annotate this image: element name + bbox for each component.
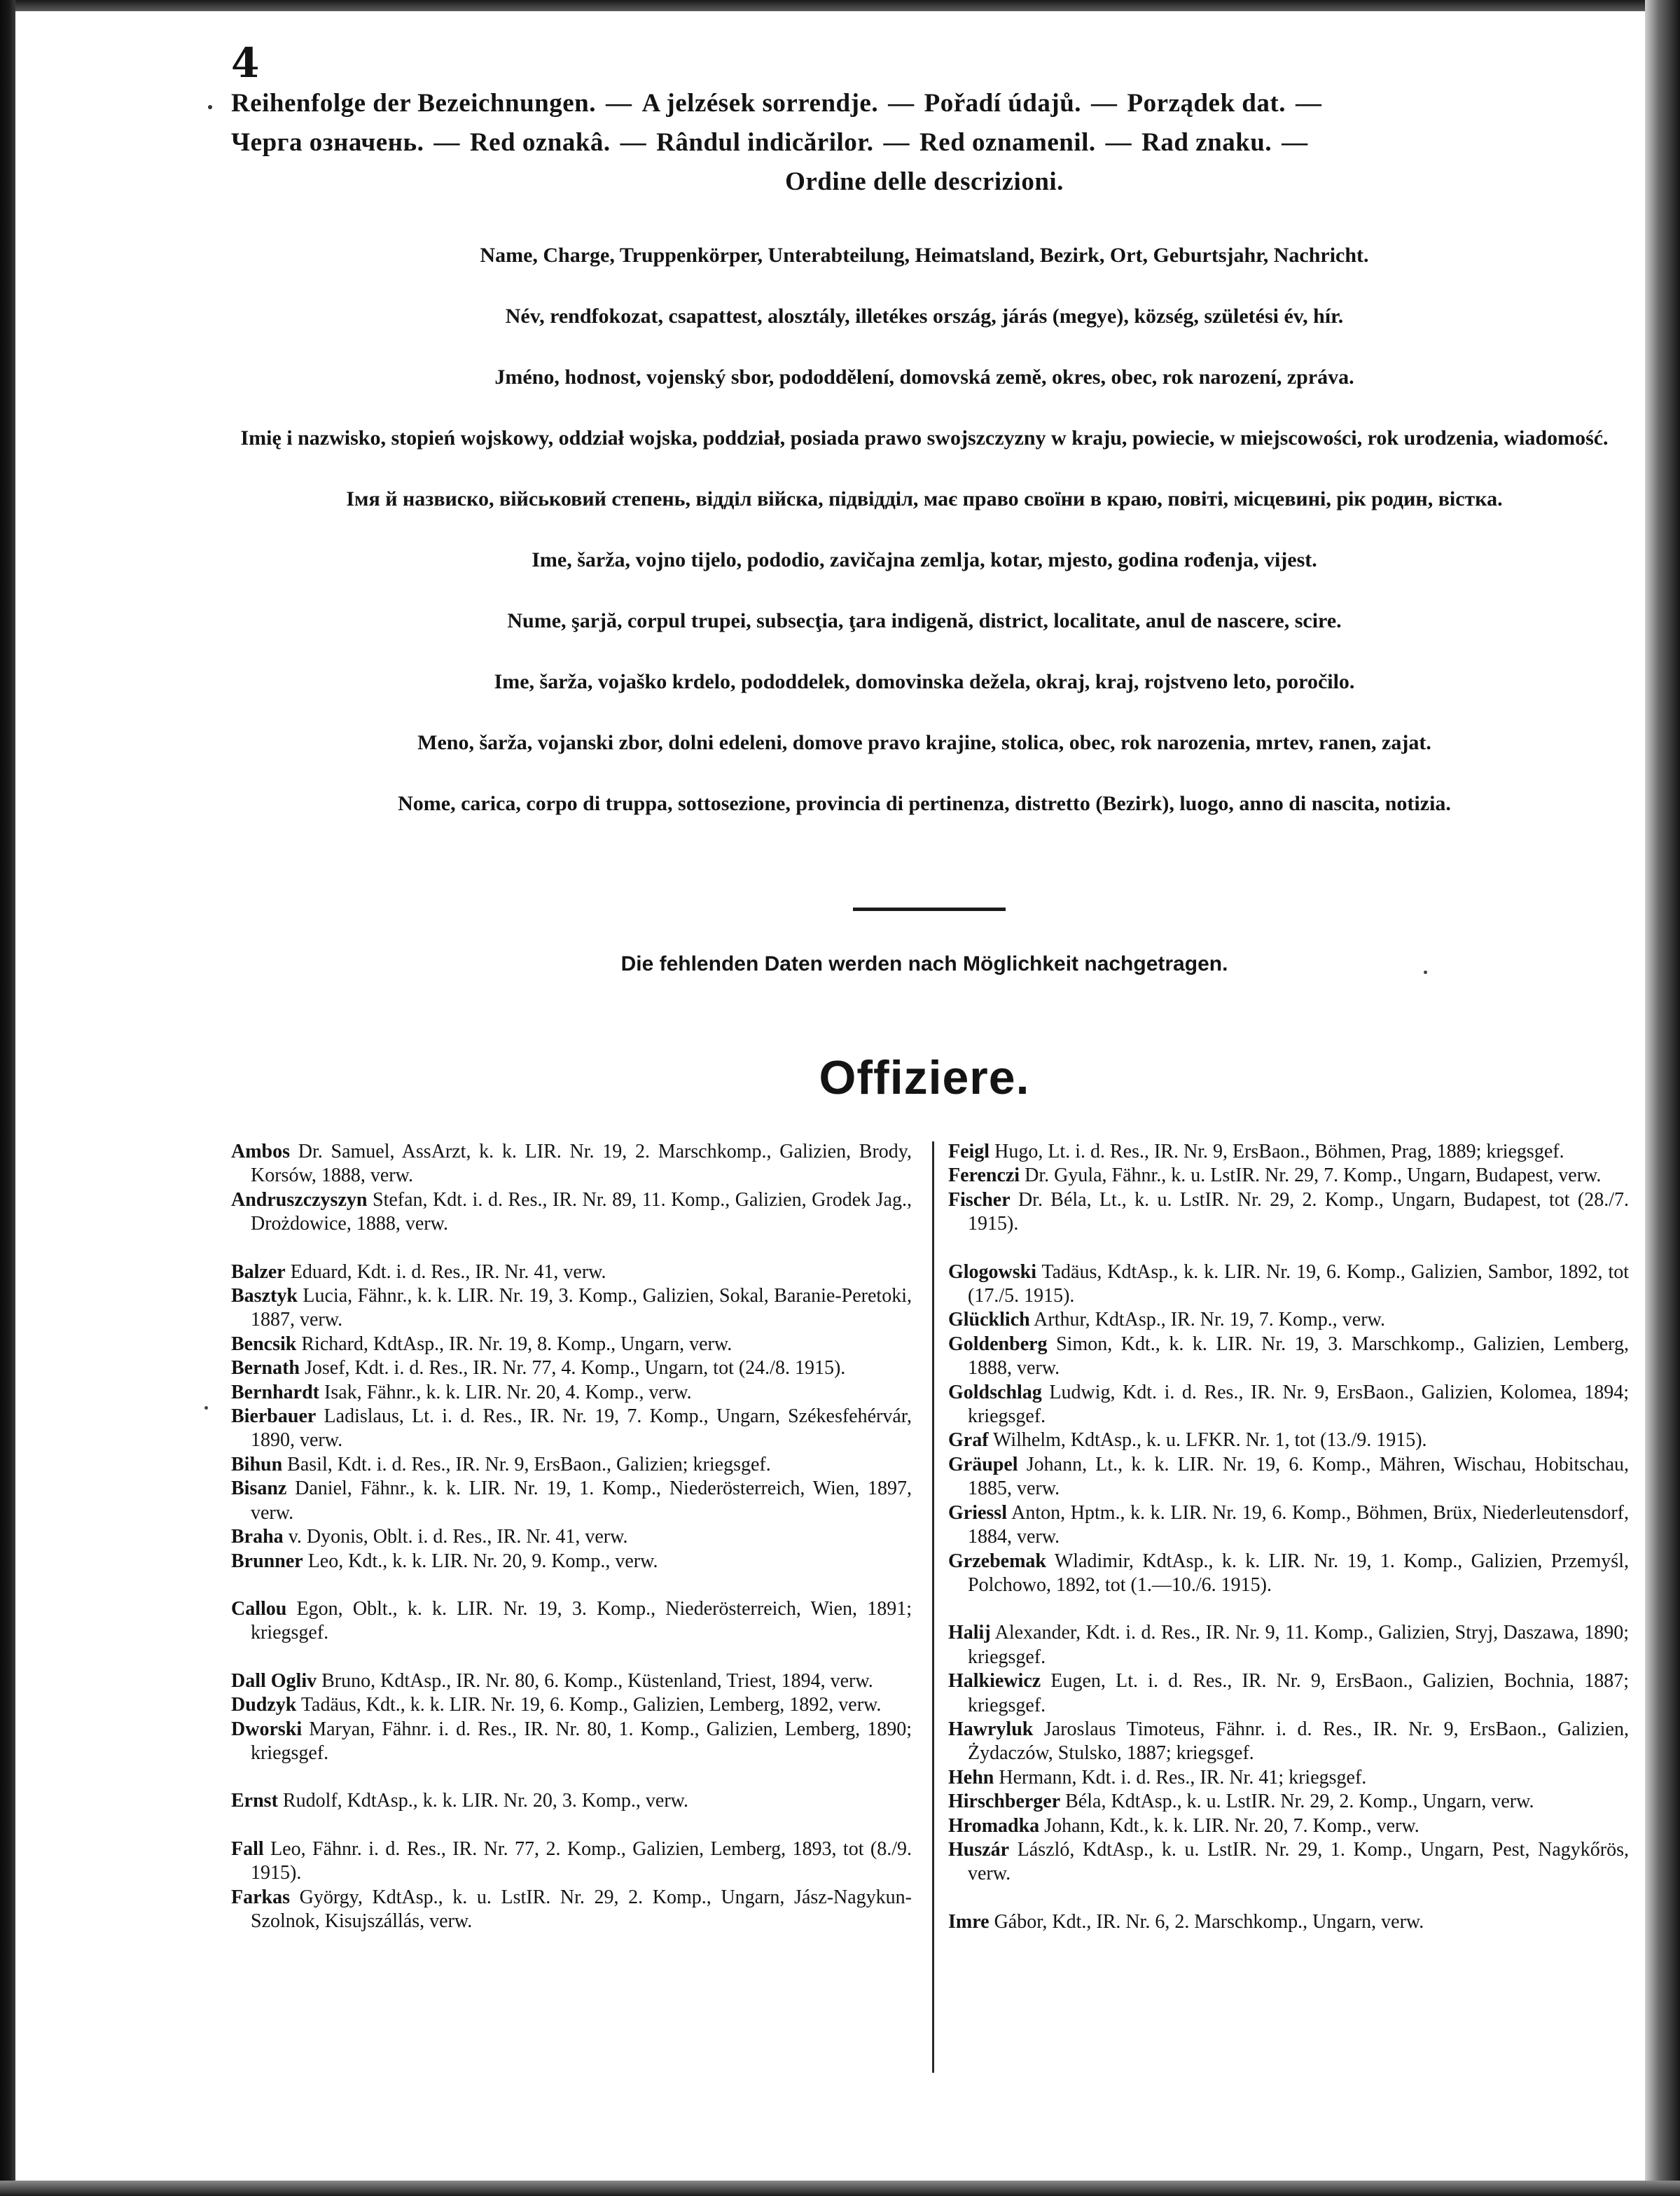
- header-line-3: Ordine delle descrizioni.: [785, 167, 1064, 196]
- scan-border-left: [0, 0, 15, 2196]
- officer-name: Griessl: [948, 1501, 1007, 1524]
- officer-entry: [231, 1525, 912, 1549]
- officer-details: Leo, Fähnr. i. d. Res., IR. Nr. 77, 2. Komp., Galizien, Lemberg, 1893, tot (8./9. 1915).: [251, 1837, 912, 1884]
- officer-name: Ambos: [231, 1141, 291, 1162]
- officer-details: Hugo, Lt. i. d. Res., IR. Nr. 9, ErsBaon., Böhmen, Prag, 1889; kriegsgef.: [990, 1141, 1564, 1162]
- header-separator: —: [883, 128, 910, 157]
- officer-entry: [231, 1669, 912, 1693]
- entries-right-column: [948, 1140, 1629, 1934]
- officer-name: Goldenberg: [948, 1333, 1048, 1355]
- officer-details: Wladimir, KdtAsp., k. k. LIR. Nr. 19, 1. Komp., Galizien, Przemyśl, Polchowo, 1892, tot (1.—10./6. 1915).: [968, 1550, 1629, 1596]
- officer-details: Rudolf, KdtAsp., k. k. LIR. Nr. 20, 3. Komp., verw.: [277, 1790, 689, 1812]
- officer-details: Dr. Béla, Lt., k. u. LstIR. Nr. 29, 2. Komp., Ungarn, Budapest, tot (28./7. 1915).: [968, 1188, 1629, 1235]
- officer-details: Johann, Kdt., k. k. LIR. Nr. 20, 7. Komp., verw.: [1039, 1814, 1419, 1837]
- officer-details: Bruno, KdtAsp., IR. Nr. 80, 6. Komp., Küstenland, Triest, 1894, verw.: [317, 1669, 873, 1692]
- header-label: Rândul indicărilor.: [656, 128, 874, 157]
- header-block: [231, 84, 1618, 202]
- header-label: Red oznakâ.: [469, 128, 611, 157]
- officer-details: Ludwig, Kdt. i. d. Res., IR. Nr. 9, ErsBaon., Galizien, Kolomea, 1894; kriegsgef.: [968, 1381, 1629, 1428]
- officer-entry: [231, 1333, 912, 1356]
- officer-name: Imre: [948, 1910, 990, 1933]
- officer-details: Johann, Lt., k. k. LIR. Nr. 19, 6. Komp., Mähren, Wischau, Hobitschau, 1885, verw.: [968, 1453, 1629, 1500]
- officer-name: Bencsik: [231, 1333, 297, 1355]
- officer-details: Stefan, Kdt. i. d. Res., IR. Nr. 89, 11. Komp., Galizien, Grodek Jag., Drożdowice, 1888, verw.: [251, 1188, 912, 1235]
- officer-name: Hromadka: [948, 1814, 1040, 1837]
- officer-entry: [231, 1886, 912, 1934]
- officer-name: Bernhardt: [231, 1381, 319, 1403]
- officer-entry: [948, 1381, 1629, 1429]
- section-title: Offiziere.: [819, 1051, 1030, 1104]
- officer-details: Dr. Gyula, Fähnr., k. u. LstIR. Nr. 29, 7. Komp., Ungarn, Budapest, verw.: [1020, 1165, 1602, 1187]
- officer-name: Grzebemak: [948, 1550, 1046, 1572]
- officer-details: Dr. Samuel, AssArzt, k. k. LIR. Nr. 19, 2. Marschkomp., Galizien, Brody, Korsów, 1888, verw.: [251, 1141, 912, 1187]
- officer-details: László, KdtAsp., k. u. LstIR. Nr. 29, 1. Komp., Ungarn, Pest, Nagykőrös, verw.: [968, 1838, 1629, 1885]
- officer-entry: [948, 1669, 1629, 1718]
- legend-line: Ime, šarža, vojaško krdelo, pododdelek, domovinska dežela, okraj, kraj, rojstveno leto, poročilo.: [494, 670, 1355, 693]
- officer-entry: [948, 1838, 1629, 1886]
- header-line-1: [231, 84, 1618, 123]
- header-label: Reihenfolge der Bezeichnungen.: [231, 89, 596, 118]
- officer-details: v. Dyonis, Oblt. i. d. Res., IR. Nr. 41, verw.: [283, 1526, 628, 1548]
- officer-name: Dworski: [231, 1718, 303, 1740]
- officer-details: Basil, Kdt. i. d. Res., IR. Nr. 9, ErsBaon., Galizien; kriegsgef.: [282, 1453, 771, 1475]
- officer-name: Bernath: [231, 1357, 300, 1380]
- officer-entry: [948, 1718, 1629, 1766]
- officer-name: Bierbauer: [231, 1405, 317, 1428]
- header-separator: —: [1105, 128, 1132, 157]
- header-separator: —: [1282, 128, 1308, 157]
- officer-name: Bihun: [231, 1453, 283, 1475]
- divider-rule-top: [853, 908, 1006, 911]
- header-separator: —: [433, 128, 460, 157]
- stray-mark: [204, 1406, 208, 1410]
- header-label: Черга означень.: [231, 128, 424, 157]
- legend-line: Meno, šarža, vojanski zbor, dolni edeleni, domove pravo krajine, stolica, obec, rok narozenia, mrtev, ranen, zajat.: [417, 731, 1431, 754]
- officer-details: Daniel, Fähnr., k. k. LIR. Nr. 19, 1. Komp., Niederösterreich, Wien, 1897, verw.: [251, 1478, 912, 1524]
- officer-details: Tadäus, KdtAsp., k. k. LIR. Nr. 19, 6. Komp., Galizien, Sambor, 1892, tot (17./5. 1915).: [968, 1260, 1629, 1307]
- officer-name: Hehn: [948, 1766, 994, 1788]
- officer-details: Leo, Kdt., k. k. LIR. Nr. 20, 9. Komp., verw.: [303, 1550, 658, 1572]
- officer-entry: [231, 1260, 912, 1284]
- officer-details: Gábor, Kdt., IR. Nr. 6, 2. Marschkomp., Ungarn, verw.: [989, 1910, 1424, 1933]
- officer-entry: [231, 1693, 912, 1717]
- header-separator: —: [606, 89, 632, 118]
- officer-name: Ferenczi: [948, 1165, 1020, 1187]
- officer-details: Isak, Fähnr., k. k. LIR. Nr. 20, 4. Komp., verw.: [319, 1381, 692, 1403]
- officer-details: Lucia, Fähnr., k. k. LIR. Nr. 19, 3. Komp., Galizien, Sokal, Baranie-Peretoki, 1887, verw.: [251, 1285, 912, 1331]
- officer-name: Halij: [948, 1622, 991, 1644]
- officer-details: Eduard, Kdt. i. d. Res., IR. Nr. 41, verw.: [285, 1260, 606, 1283]
- legend-line: Name, Charge, Truppenkörper, Unterabteilung, Heimatsland, Bezirk, Ort, Geburtsjahr, Nachricht.: [480, 244, 1369, 267]
- header-separator: —: [1091, 89, 1118, 118]
- officer-details: Egon, Oblt., k. k. LIR. Nr. 19, 3. Komp., Niederösterreich, Wien, 1891; kriegsgef.: [251, 1597, 912, 1644]
- header-label: Pořadí údajů.: [924, 89, 1082, 118]
- officer-entry: [231, 1405, 912, 1453]
- officer-name: Graf: [948, 1429, 989, 1452]
- officer-entry: [948, 1188, 1629, 1237]
- officer-name: Fischer: [948, 1188, 1011, 1211]
- header-label: Red oznamenil.: [919, 128, 1096, 157]
- header-separator: —: [888, 89, 915, 118]
- officer-entry: [948, 1308, 1629, 1332]
- officer-entry: [948, 1814, 1629, 1838]
- officer-name: Callou: [231, 1597, 287, 1620]
- officer-entry: [231, 1597, 912, 1646]
- officer-name: Brunner: [231, 1550, 303, 1572]
- officer-entry: [948, 1766, 1629, 1790]
- officer-entry: [948, 1501, 1629, 1550]
- officer-name: Halkiewicz: [948, 1670, 1041, 1693]
- legend-line: Ime, šarža, vojno tijelo, pododio, zavičajna zemlja, kotar, mjesto, godina rođenja, vijest.: [532, 548, 1317, 571]
- header-label: Rad znaku.: [1141, 128, 1272, 157]
- officer-entry: [231, 1837, 912, 1886]
- stray-mark: [1424, 971, 1427, 974]
- officer-details: Maryan, Fähnr. i. d. Res., IR. Nr. 80, 1. Komp., Galizien, Lemberg, 1890; kriegsgef.: [251, 1718, 912, 1764]
- officer-entry: [231, 1356, 912, 1380]
- header-label: Porządek dat.: [1127, 89, 1286, 118]
- officer-entry: [231, 1188, 912, 1237]
- legend-line: Nume, şarjă, corpul trupei, subsecţia, ţara indigenă, district, localitate, anul de nascere, scire.: [507, 609, 1342, 632]
- officer-name: Dudzyk: [231, 1694, 297, 1716]
- officer-entry: [948, 1140, 1629, 1164]
- officer-name: Huszár: [948, 1838, 1010, 1861]
- officer-name: Hirschberger: [948, 1791, 1061, 1813]
- officer-name: Balzer: [231, 1260, 286, 1283]
- officer-name: Goldschlag: [948, 1381, 1042, 1403]
- officer-details: Jaroslaus Timoteus, Fähnr. i. d. Res., IR. Nr. 9, ErsBaon., Galizien, Żydaczów, Stulsko, 1887; kriegsgef.: [968, 1718, 1629, 1765]
- scan-border-right: [1645, 0, 1680, 2196]
- header-separator: —: [620, 128, 647, 157]
- officer-name: Feigl: [948, 1141, 990, 1162]
- header-separator: —: [1295, 89, 1322, 118]
- officer-name: Bisanz: [231, 1478, 287, 1500]
- officer-entry: [948, 1550, 1629, 1598]
- officer-name: Andruszczyszyn: [231, 1188, 368, 1211]
- officer-entry: [948, 1621, 1629, 1669]
- scan-border-bottom: [0, 2181, 1680, 2196]
- officer-entry: [948, 1429, 1629, 1452]
- officer-name: Glogowski: [948, 1260, 1037, 1283]
- officer-name: Basztyk: [231, 1285, 298, 1307]
- officer-entry: [231, 1453, 912, 1477]
- officer-details: Ladislaus, Lt. i. d. Res., IR. Nr. 19, 7. Komp., Ungarn, Székesfehérvár, 1890, verw.: [251, 1405, 912, 1452]
- officer-name: Dall Ogliv: [231, 1669, 317, 1692]
- officer-entry: [948, 1333, 1629, 1381]
- officer-entry: [231, 1477, 912, 1525]
- page-number: 4: [231, 39, 260, 87]
- officer-details: Eugen, Lt. i. d. Res., IR. Nr. 9, ErsBaon., Galizien, Bochnia, 1887; kriegsgef.: [968, 1670, 1629, 1716]
- officer-details: György, KdtAsp., k. u. LstIR. Nr. 29, 2. Komp., Ungarn, Jász-Nagykun-Szolnok, Kisujszállás, verw.: [251, 1886, 912, 1932]
- legend-line: Nome, carica, corpo di truppa, sottosezione, provincia di pertinenza, distretto (Bezirk), luogo, anno di nascita, notizia.: [398, 792, 1451, 815]
- legend-line: Jméno, hodnost, vojenský sbor, pododdělení, domovská země, okres, obec, rok narození, zpráva.: [494, 366, 1354, 389]
- officer-details: Wilhelm, KdtAsp., k. u. LFKR. Nr. 1, tot (13./9. 1915).: [988, 1429, 1427, 1452]
- officer-details: Béla, KdtAsp., k. u. LstIR. Nr. 29, 2. Komp., Ungarn, verw.: [1060, 1791, 1534, 1813]
- officer-name: Fall: [231, 1837, 264, 1860]
- officer-details: Simon, Kdt., k. k. LIR. Nr. 19, 3. Marschkomp., Galizien, Lemberg, 1888, verw.: [968, 1333, 1629, 1380]
- officer-entry: [231, 1284, 912, 1333]
- officer-name: Farkas: [231, 1886, 290, 1908]
- officer-name: Braha: [231, 1526, 284, 1548]
- officer-name: Gräupel: [948, 1453, 1018, 1475]
- entries-left-column: [231, 1140, 912, 1933]
- officer-details: Josef, Kdt. i. d. Res., IR. Nr. 77, 4. Komp., Ungarn, tot (24./8. 1915).: [300, 1357, 846, 1380]
- scan-border-top: [0, 0, 1680, 11]
- legend-line: Imię i nazwisko, stopień wojskowy, oddział wojska, poddział, posiada prawo swojszczyzny w kraju, powiecie, w miejscowości, rok urodzenia, wiadomość.: [240, 426, 1609, 450]
- officer-name: Ernst: [231, 1790, 278, 1812]
- officer-details: Hermann, Kdt. i. d. Res., IR. Nr. 41; kriegsgef.: [994, 1766, 1367, 1788]
- officer-entry: [231, 1789, 912, 1813]
- officer-details: Alexander, Kdt. i. d. Res., IR. Nr. 9, 11. Komp., Galizien, Stryj, Daszawa, 1890; kriegsgef.: [968, 1622, 1629, 1668]
- officer-entry: [231, 1718, 912, 1766]
- officer-details: Tadäus, Kdt., k. k. LIR. Nr. 19, 6. Komp., Galizien, Lemberg, 1892, verw.: [296, 1694, 882, 1716]
- officer-entry: [231, 1381, 912, 1405]
- officer-details: Arthur, KdtAsp., IR. Nr. 19, 7. Komp., verw.: [1029, 1309, 1385, 1331]
- column-divider: [932, 1141, 934, 2073]
- officer-details: Anton, Hptm., k. k. LIR. Nr. 19, 6. Komp., Böhmen, Brüx, Niederleutensdorf, 1884, verw.: [968, 1501, 1629, 1548]
- officer-entry: [948, 1453, 1629, 1501]
- officer-entry: [231, 1550, 912, 1573]
- officer-details: Richard, KdtAsp., IR. Nr. 19, 8. Komp., Ungarn, verw.: [296, 1333, 733, 1355]
- officer-entry: [948, 1910, 1629, 1934]
- legend-line: Імя й назвиско, військовий степень, відділ війска, підвідділ, має право своїни в краю, повіті, місцевині, рік родин, вістка.: [346, 487, 1503, 510]
- officer-entry: [948, 1260, 1629, 1309]
- officer-entry: [948, 1164, 1629, 1188]
- officer-entry: [231, 1140, 912, 1188]
- missing-data-note: Die fehlenden Daten werden nach Möglichkeit nachgetragen.: [620, 952, 1228, 975]
- header-line-2: [231, 123, 1618, 162]
- header-label: A jelzések sorrendje.: [641, 89, 879, 118]
- legend-line: Név, rendfokozat, csapattest, alosztály, illetékes ország, járás (megye), község, születési év, hír.: [505, 305, 1344, 328]
- officer-name: Hawryluk: [948, 1718, 1034, 1740]
- field-order-legend: [231, 242, 1618, 852]
- officer-entry: [948, 1790, 1629, 1814]
- officer-name: Glücklich: [948, 1309, 1030, 1331]
- bullet-mark: [208, 105, 212, 109]
